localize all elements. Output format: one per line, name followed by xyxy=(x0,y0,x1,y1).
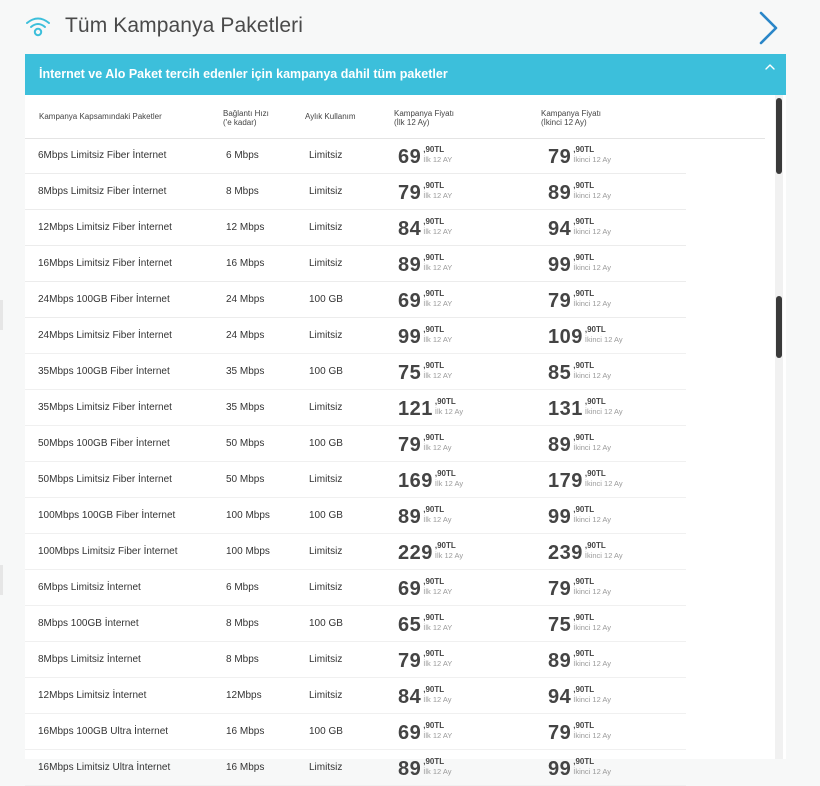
monthly-usage: Limitsiz xyxy=(309,186,343,197)
price-decimal: ,90TL xyxy=(573,253,595,262)
price-period: İlk 12 AY xyxy=(423,191,453,200)
column-header-usage: Aylık Kullanım xyxy=(305,112,356,121)
package-name: 100Mbps Limitsiz Fiber İnternet xyxy=(38,546,178,557)
price-decimal: ,90TL xyxy=(423,361,445,370)
price-integer: 84 xyxy=(398,218,422,240)
packages-panel xyxy=(25,54,786,780)
package-name: 50Mbps Limitsiz Fiber İnternet xyxy=(38,474,172,485)
monthly-usage: Limitsiz xyxy=(309,582,343,593)
price-period: İlk 12 Ay xyxy=(423,767,452,776)
price-decimal: ,90TL xyxy=(573,613,595,622)
monthly-usage: Limitsiz xyxy=(309,258,343,269)
price-period: İkinci 12 Ay xyxy=(573,659,612,668)
package-name: 16Mbps Limitsiz Fiber İnternet xyxy=(38,258,172,269)
price-integer: 79 xyxy=(398,650,422,672)
price-period: İlk 12 AY xyxy=(423,227,453,236)
price-integer: 99 xyxy=(548,758,572,780)
price-decimal: ,90TL xyxy=(423,253,445,262)
table-row xyxy=(25,606,686,642)
monthly-usage: Limitsiz xyxy=(309,546,343,557)
price-period: İlk 12 AY xyxy=(423,371,453,380)
connection-speed: 35 Mbps xyxy=(226,402,265,413)
price-decimal: ,90TL xyxy=(423,613,445,622)
price-integer: 85 xyxy=(548,362,572,384)
price-integer: 79 xyxy=(548,146,572,168)
price-period: İkinci 12 Ay xyxy=(584,479,623,488)
package-name: 8Mbps 100GB İnternet xyxy=(38,618,139,629)
connection-speed: 100 Mbps xyxy=(226,546,270,557)
price-decimal: ,90TL xyxy=(423,721,445,730)
connection-speed: 50 Mbps xyxy=(226,438,265,449)
monthly-usage: Limitsiz xyxy=(309,402,343,413)
package-name: 35Mbps 100GB Fiber İnternet xyxy=(38,366,170,377)
price-integer: 99 xyxy=(398,326,422,348)
connection-speed: 16 Mbps xyxy=(226,726,265,737)
price-decimal: ,90TL xyxy=(573,685,595,694)
price-integer: 99 xyxy=(548,254,572,276)
table-row xyxy=(25,426,686,462)
connection-speed: 12 Mbps xyxy=(226,222,265,233)
price-integer: 169 xyxy=(398,470,433,492)
price-decimal: ,90TL xyxy=(584,397,606,406)
table-row xyxy=(25,174,686,210)
package-name: 16Mbps 100GB Ultra İnternet xyxy=(38,726,169,737)
price-period: İkinci 12 Ay xyxy=(573,767,612,776)
price-integer: 179 xyxy=(548,470,583,492)
monthly-usage: Limitsiz xyxy=(309,150,343,161)
scrollbar-thumb[interactable] xyxy=(776,98,782,174)
connection-speed: 16 Mbps xyxy=(226,258,265,269)
price-integer: 84 xyxy=(398,686,422,708)
price-integer: 121 xyxy=(398,398,433,420)
price-decimal: ,90TL xyxy=(423,325,445,334)
price-decimal: ,90TL xyxy=(573,433,595,442)
column-header-speed xyxy=(223,109,269,127)
column-header-speed-line1: Bağlantı Hızı xyxy=(223,109,269,118)
price-period: İlk 12 AY xyxy=(423,623,453,632)
connection-speed: 6 Mbps xyxy=(226,150,259,161)
price-decimal: ,90TL xyxy=(573,505,595,514)
price-decimal: ,90TL xyxy=(584,541,606,550)
column-header-speed-line2: ('e kadar) xyxy=(223,118,257,127)
table-row xyxy=(25,642,686,678)
price-period: İlk 12 Ay xyxy=(423,695,452,704)
price-decimal: ,90TL xyxy=(434,397,456,406)
price-decimal: ,90TL xyxy=(423,217,445,226)
price-integer: 99 xyxy=(548,506,572,528)
price-integer: 79 xyxy=(548,722,572,744)
price-period: İlk 12 AY xyxy=(423,155,453,164)
connection-speed: 16 Mbps xyxy=(226,762,265,773)
price-decimal: ,90TL xyxy=(423,145,445,154)
price-integer: 109 xyxy=(548,326,583,348)
table-row xyxy=(25,678,686,714)
price-decimal: ,90TL xyxy=(423,649,445,658)
price-decimal: ,90TL xyxy=(573,649,595,658)
table-row xyxy=(25,138,686,174)
package-name: 8Mbps Limitsiz İnternet xyxy=(38,654,141,665)
monthly-usage: 100 GB xyxy=(309,726,343,737)
connection-speed: 6 Mbps xyxy=(226,582,259,593)
monthly-usage: Limitsiz xyxy=(309,222,343,233)
table-header xyxy=(25,95,765,139)
column-header-price-second-line1: Kampanya Fiyatı xyxy=(541,109,602,118)
price-period: İlk 12 Ay xyxy=(434,551,464,560)
column-header-price-second-line2: (İkinci 12 Ay) xyxy=(541,118,587,127)
price-integer: 89 xyxy=(548,434,572,456)
price-decimal: ,90TL xyxy=(423,505,445,514)
accordion-title: İnternet ve Alo Paket tercih edenler için kampanya dahil tüm paketler xyxy=(39,67,448,81)
price-period: İkinci 12 Ay xyxy=(573,731,612,740)
price-integer: 94 xyxy=(548,686,572,708)
price-period: İkinci 12 Ay xyxy=(573,299,612,308)
price-period: İlk 12 Ay xyxy=(434,407,464,416)
price-period: İkinci 12 Ay xyxy=(573,191,612,200)
monthly-usage: 100 GB xyxy=(309,618,343,629)
price-period: İlk 12 AY xyxy=(423,587,453,596)
price-period: İkinci 12 Ay xyxy=(584,551,623,560)
column-header-price-second xyxy=(541,109,601,127)
price-integer: 94 xyxy=(548,218,572,240)
connection-speed: 35 Mbps xyxy=(226,366,265,377)
price-integer: 69 xyxy=(398,578,422,600)
price-integer: 65 xyxy=(398,614,422,636)
price-decimal: ,90TL xyxy=(423,685,445,694)
price-integer: 89 xyxy=(548,182,572,204)
price-integer: 75 xyxy=(548,614,572,636)
price-period: İlk 12 AY xyxy=(423,731,453,740)
package-name: 16Mbps Limitsiz Ultra İnternet xyxy=(38,762,171,773)
table-row xyxy=(25,354,686,390)
column-header-package: Kampanya Kapsamındaki Paketler xyxy=(39,112,162,121)
column-header-price-first xyxy=(394,109,454,127)
monthly-usage: Limitsiz xyxy=(309,762,343,773)
price-integer: 89 xyxy=(398,758,422,780)
column-header-price-first-line2: (İlk 12 Ay) xyxy=(394,118,430,127)
price-period: İkinci 12 Ay xyxy=(573,371,612,380)
price-integer: 229 xyxy=(398,542,433,564)
table-row xyxy=(25,318,686,354)
price-decimal: ,90TL xyxy=(423,289,445,298)
price-integer: 69 xyxy=(398,290,422,312)
monthly-usage: Limitsiz xyxy=(309,474,343,485)
table-row xyxy=(25,534,686,570)
table-row xyxy=(25,570,686,606)
price-decimal: ,90TL xyxy=(434,469,456,478)
price-decimal: ,90TL xyxy=(573,217,595,226)
package-name: 6Mbps Limitsiz Fiber İnternet xyxy=(38,150,167,161)
monthly-usage: 100 GB xyxy=(309,510,343,521)
price-period: İkinci 12 Ay xyxy=(584,335,623,344)
price-integer: 89 xyxy=(398,254,422,276)
packages-table xyxy=(25,95,786,780)
edge-divider xyxy=(0,565,3,595)
table-row xyxy=(25,210,686,246)
price-decimal: ,90TL xyxy=(573,577,595,586)
price-decimal: ,90TL xyxy=(423,433,445,442)
price-integer: 131 xyxy=(548,398,583,420)
monthly-usage: 100 GB xyxy=(309,366,343,377)
connection-speed: 24 Mbps xyxy=(226,294,265,305)
page-title: Tüm Kampanya Paketleri xyxy=(65,14,303,37)
price-period: İlk 12 AY xyxy=(423,299,453,308)
table-row xyxy=(25,498,686,534)
package-name: 24Mbps 100GB Fiber İnternet xyxy=(38,294,170,305)
price-decimal: ,90TL xyxy=(434,541,456,550)
table-row xyxy=(25,246,686,282)
price-decimal: ,90TL xyxy=(573,289,595,298)
package-name: 35Mbps Limitsiz Fiber İnternet xyxy=(38,402,172,413)
table-body xyxy=(25,138,786,786)
price-period: İlk 12 AY xyxy=(423,335,453,344)
price-decimal: ,90TL xyxy=(423,181,445,190)
monthly-usage: Limitsiz xyxy=(309,654,343,665)
table-row xyxy=(25,750,686,786)
package-name: 8Mbps Limitsiz Fiber İnternet xyxy=(38,186,167,197)
page-header xyxy=(0,0,820,54)
package-name: 12Mbps Limitsiz Fiber İnternet xyxy=(38,222,172,233)
price-period: İlk 12 AY xyxy=(423,263,453,272)
connection-speed: 100 Mbps xyxy=(226,510,270,521)
price-decimal: ,90TL xyxy=(573,181,595,190)
price-period: İlk 12 AY xyxy=(423,659,453,668)
package-name: 24Mbps Limitsiz Fiber İnternet xyxy=(38,330,172,341)
monthly-usage: 100 GB xyxy=(309,294,343,305)
table-row xyxy=(25,462,686,498)
scrollbar-thumb-secondary[interactable] xyxy=(776,296,782,358)
price-period: İkinci 12 Ay xyxy=(584,407,623,416)
price-integer: 239 xyxy=(548,542,583,564)
connection-speed: 8 Mbps xyxy=(226,618,259,629)
monthly-usage: 100 GB xyxy=(309,438,343,449)
price-period: İkinci 12 Ay xyxy=(573,443,612,452)
scrollbar-track[interactable] xyxy=(775,95,783,759)
price-period: İkinci 12 Ay xyxy=(573,155,612,164)
price-integer: 79 xyxy=(398,434,422,456)
table-row xyxy=(25,282,686,318)
column-header-price-first-line1: Kampanya Fiyatı xyxy=(394,109,455,118)
connection-speed: 8 Mbps xyxy=(226,186,259,197)
price-period: İlk 12 Ay xyxy=(434,479,464,488)
price-decimal: ,90TL xyxy=(423,757,445,766)
connection-speed: 24 Mbps xyxy=(226,330,265,341)
table-row xyxy=(25,390,686,426)
price-integer: 69 xyxy=(398,722,422,744)
price-integer: 69 xyxy=(398,146,422,168)
price-decimal: ,90TL xyxy=(584,469,606,478)
price-integer: 79 xyxy=(398,182,422,204)
price-period: İkinci 12 Ay xyxy=(573,515,612,524)
price-period: İkinci 12 Ay xyxy=(573,695,612,704)
price-decimal: ,90TL xyxy=(423,577,445,586)
price-period: İkinci 12 Ay xyxy=(573,623,612,632)
connection-speed: 12Mbps xyxy=(226,690,262,701)
edge-divider xyxy=(0,300,3,330)
price-decimal: ,90TL xyxy=(573,145,595,154)
price-integer: 79 xyxy=(548,578,572,600)
price-decimal: ,90TL xyxy=(584,325,606,334)
package-name: 6Mbps Limitsiz İnternet xyxy=(38,582,141,593)
chevron-up-icon[interactable] xyxy=(763,62,777,72)
package-name: 100Mbps 100GB Fiber İnternet xyxy=(38,510,176,521)
price-period: İlk 12 Ay xyxy=(423,443,452,452)
accordion-header[interactable] xyxy=(25,54,786,95)
monthly-usage: Limitsiz xyxy=(309,690,343,701)
table-row xyxy=(25,714,686,750)
price-decimal: ,90TL xyxy=(573,721,595,730)
price-decimal: ,90TL xyxy=(573,361,595,370)
price-period: İkinci 12 Ay xyxy=(573,263,612,272)
price-integer: 89 xyxy=(398,506,422,528)
chevron-right-icon[interactable] xyxy=(757,10,781,46)
price-decimal: ,90TL xyxy=(573,757,595,766)
price-period: İlk 12 Ay xyxy=(423,515,452,524)
connection-speed: 50 Mbps xyxy=(226,474,265,485)
price-period: İkinci 12 Ay xyxy=(573,227,612,236)
price-integer: 79 xyxy=(548,290,572,312)
package-name: 12Mbps Limitsiz İnternet xyxy=(38,690,147,701)
wifi-icon xyxy=(24,14,52,38)
monthly-usage: Limitsiz xyxy=(309,330,343,341)
package-name: 50Mbps 100GB Fiber İnternet xyxy=(38,438,170,449)
price-period: İkinci 12 Ay xyxy=(573,587,612,596)
connection-speed: 8 Mbps xyxy=(226,654,259,665)
price-integer: 75 xyxy=(398,362,422,384)
price-integer: 89 xyxy=(548,650,572,672)
